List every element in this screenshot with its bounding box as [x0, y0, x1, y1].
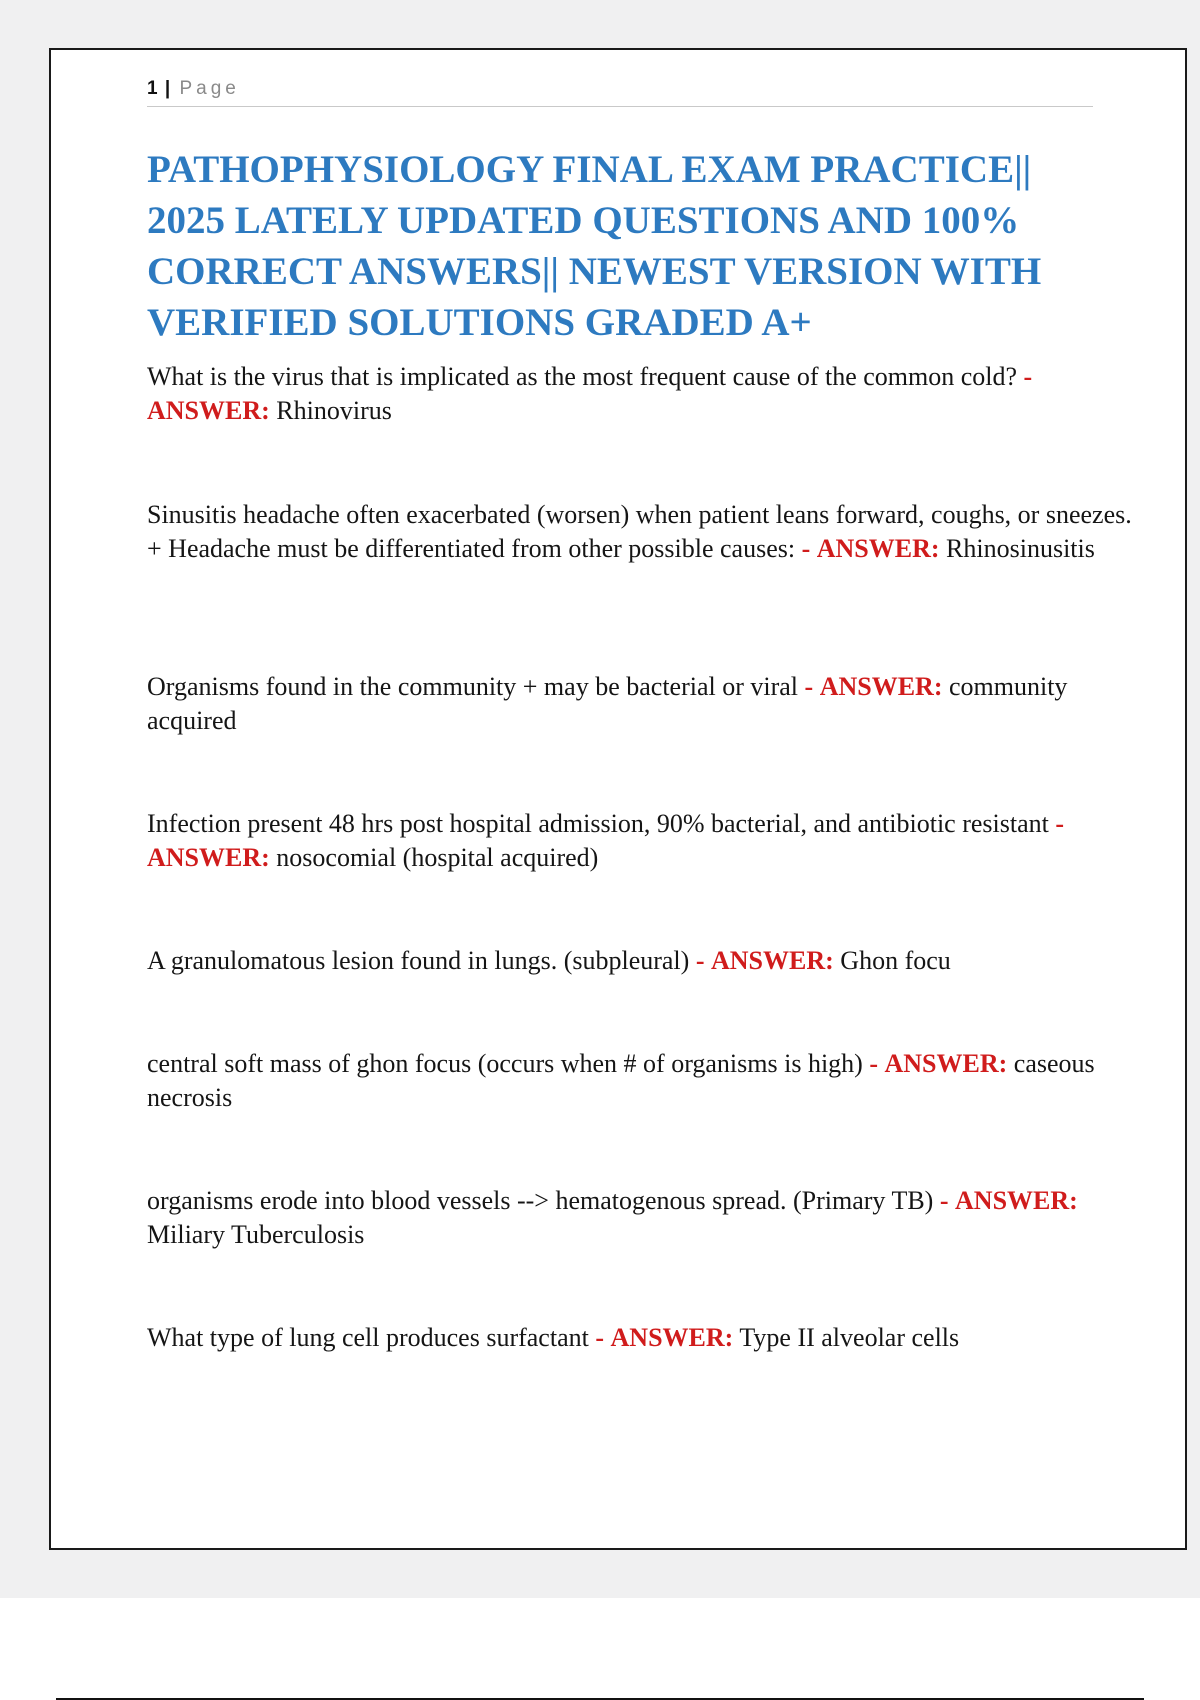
answer-text: Ghon focu — [840, 946, 951, 975]
answer-label: ANSWER: — [955, 1186, 1078, 1215]
answer-text: Type II alveolar cells — [739, 1323, 960, 1352]
answer-label: ANSWER: — [816, 534, 940, 563]
answer-label: ANSWER: — [819, 672, 943, 701]
answer-label: ANSWER: — [147, 396, 270, 425]
page-header — [147, 76, 1093, 107]
answer-label: ANSWER: — [884, 1049, 1008, 1078]
answer-label: ANSWER: — [147, 843, 270, 872]
answer-text: Rhinosinusitis — [946, 534, 1095, 563]
question-text: What type of lung cell produces surfactant — [147, 1323, 589, 1352]
question-text: Sinusitis headache often exacerbated (worsen) when patient leans forward, coughs, or sneezes. + Headache must be differentiated from other possible causes: — [147, 500, 1132, 563]
question-text: A granulomatous lesion found in lungs. (subpleural) — [147, 946, 690, 975]
qa-item — [147, 1047, 1137, 1115]
answer-dash: - — [869, 1049, 878, 1078]
qa-item — [147, 944, 1137, 978]
question-text: Organisms found in the community + may be bacterial or viral — [147, 672, 799, 701]
answer-dash: - — [695, 946, 705, 975]
question-text: Infection present 48 hrs post hospital admission, 90% bacterial, and antibiotic resistant — [147, 809, 1049, 838]
answer-dash: - — [1055, 809, 1065, 838]
answer-label: ANSWER: — [711, 946, 834, 975]
answer-dash: - — [801, 534, 811, 563]
qa-item — [147, 807, 1137, 875]
qa-item — [147, 670, 1137, 738]
qa-item — [147, 360, 1137, 428]
document-title: PATHOPHYSIOLOGY FINAL EXAM PRACTICE|| 2025 LATELY UPDATED QUESTIONS AND 100% CORRECT ANSWERS|| NEWEST VERSION WITH VERIFIED SOLUTIONS GRADED A+ — [147, 148, 1042, 344]
page-label: Page — [179, 78, 240, 99]
next-page-area — [0, 1598, 1200, 1700]
page-number: 1 — [147, 78, 158, 99]
qa-item — [147, 1184, 1137, 1252]
answer-dash: - — [1023, 362, 1033, 391]
answer-dash: - — [804, 672, 814, 701]
answer-label: ANSWER: — [610, 1323, 734, 1352]
document-page — [49, 48, 1187, 1550]
question-text: central soft mass of ghon focus (occurs when # of organisms is high) — [147, 1049, 863, 1078]
answer-text: Rhinovirus — [276, 396, 392, 425]
page-separator: | — [164, 78, 171, 99]
answer-text: caseous necrosis — [147, 1049, 1095, 1112]
answer-dash: - — [939, 1186, 949, 1215]
answer-text: community acquired — [147, 672, 1068, 735]
answer-text: nosocomial (hospital acquired) — [276, 843, 599, 872]
question-text: organisms erode into blood vessels --> hematogenous spread. (Primary TB) — [147, 1186, 934, 1215]
qa-item — [147, 1321, 1137, 1355]
answer-dash: - — [595, 1323, 605, 1352]
qa-item — [147, 498, 1137, 566]
question-text: What is the virus that is implicated as the most frequent cause of the common cold? — [147, 362, 1018, 391]
answer-text: Miliary Tuberculosis — [147, 1220, 365, 1249]
